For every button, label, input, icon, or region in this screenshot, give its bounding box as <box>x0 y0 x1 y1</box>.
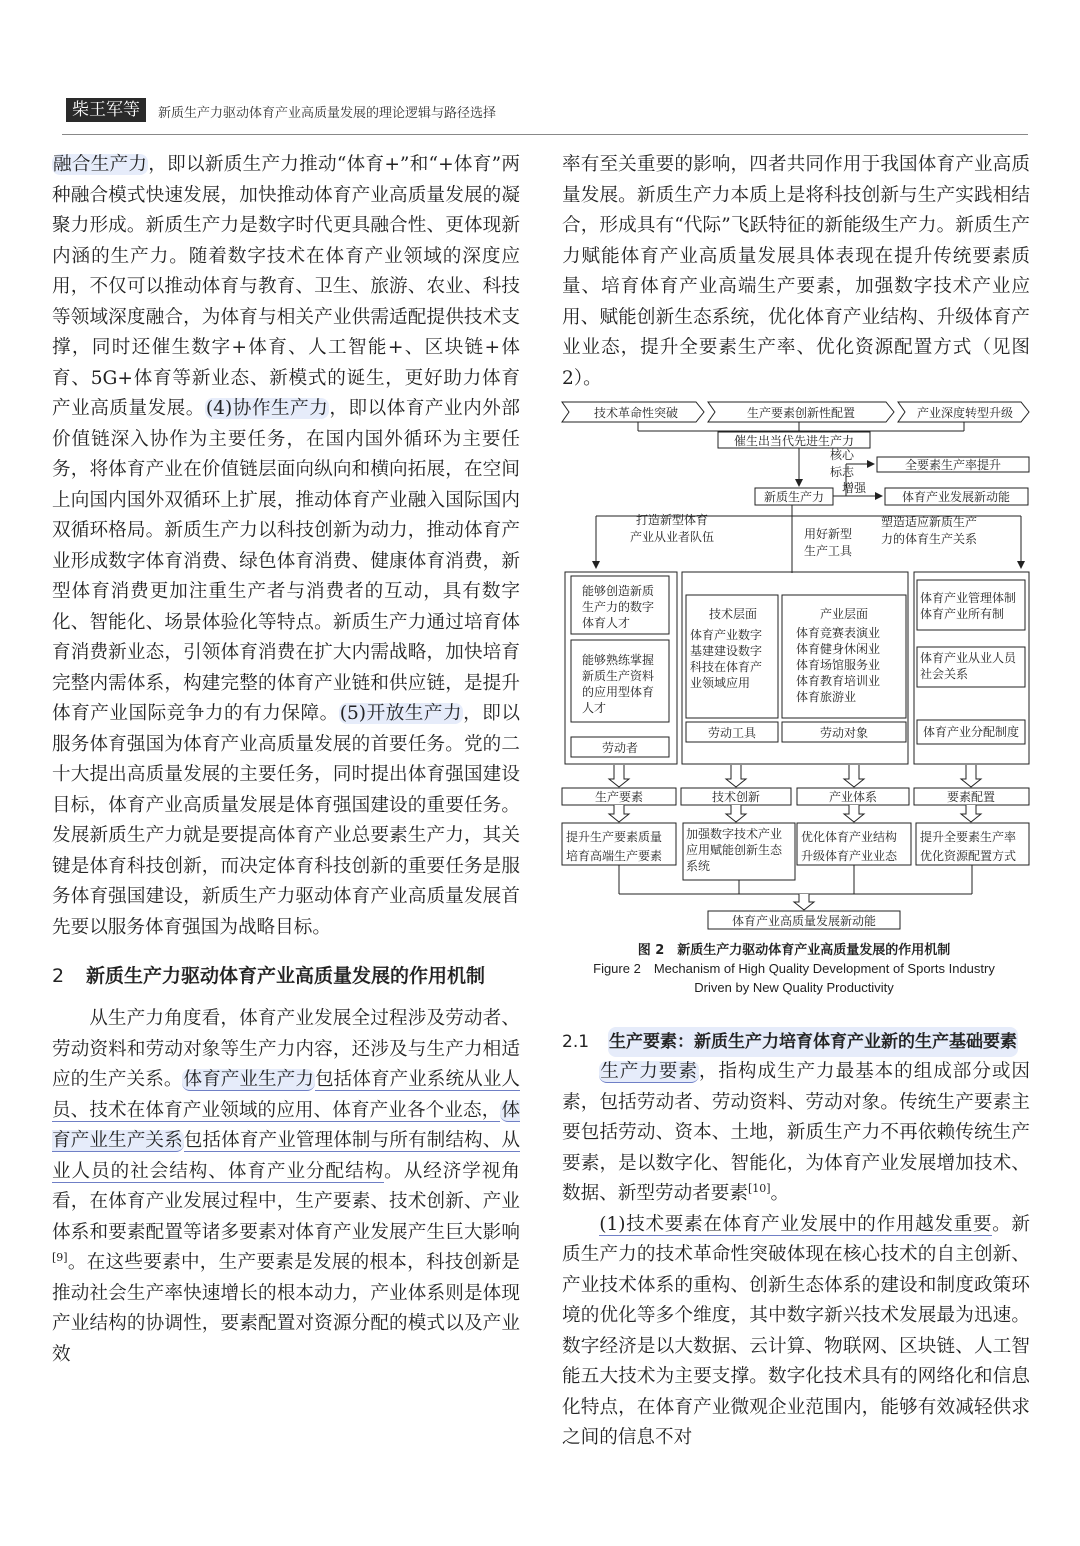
underlined-text: 包括体育产业管理体制与所有制结构、从业人员的社会结构、体育产业分配结构 <box>52 1130 520 1182</box>
bottom-box-line: 优化资源配置方式 <box>920 849 1017 863</box>
figure-caption-zh: 图 2 新质生产力驱动体育产业高质量发展的作用机制 <box>637 943 951 958</box>
underlined-text: (1)技术要素在体育产业发展中的作用越发重要 <box>599 1213 993 1235</box>
bottom-box-line: 升级体育产业业态 <box>801 849 898 863</box>
text: 。从经济学视角看，在体育产业发展过程中，生产要素、技术创新、产业体系和要素配置等诸多要素对体育产业发展产生巨大影响 <box>52 1160 520 1243</box>
bottom-box-line: 培育高端生产要素 <box>566 849 663 863</box>
citation: [9] <box>52 1250 68 1264</box>
highlight: 体育产业生产关系 <box>52 1099 520 1151</box>
xinzhi-label: 新质生产力 <box>763 490 825 504</box>
text: 从生产力角度看，体育产业发展全过程涉及劳动者、劳动资料和劳动对象等生产力内容，还涉及与生产力相适应的生产关系。 <box>52 1008 520 1090</box>
highlight: (5)开放生产力 <box>339 703 463 724</box>
highlight: (4)协作生产力 <box>205 398 329 419</box>
final-label: 体育产业高质量发展新动能 <box>731 914 877 928</box>
paragraph <box>52 150 520 943</box>
section-number: 2 <box>52 965 65 987</box>
cuisheng-label: 催生出当代先进生产力 <box>733 434 855 448</box>
bottom-box-line: 优化体育产业结构 <box>801 830 898 844</box>
text: 。 <box>770 1183 790 1204</box>
right-box3-label: 体育产业分配制度 <box>922 725 1020 739</box>
paragraph <box>562 1057 1030 1210</box>
highlight: 生产力要素 <box>600 1061 698 1082</box>
tech-line: 业领域应用 <box>690 676 751 690</box>
paragraph: 率有至关重要的影响，四者共同作用于我国体育产业高质量发展。新质生产力本质上是将科技创新与生产实践相结合，形成具有“代际”飞跃特征的新能级生产力。新质生产力赋能体育产业高质量发展具体表现在提升传统要素质量、培育体育产业高端生产要素，加强数字技术产业应用、赋能创新生态系统，优化体育产业结构、升级体育产业业态，提升全要素生产率、优化资源配置方式（见图2）。 <box>562 154 1030 389</box>
subsection-number: 2.1 <box>562 1032 590 1052</box>
citation: [10] <box>747 1181 771 1195</box>
bottom-box-line: 系统 <box>686 859 711 873</box>
ind-line: 体育健身休闲业 <box>796 642 881 656</box>
biaozhi-label: 标志 <box>829 465 855 479</box>
ind-title: 产业层面 <box>819 607 869 621</box>
left-box1-line: 体育人才 <box>582 616 631 630</box>
laodonggongju-label: 劳动工具 <box>707 726 757 740</box>
bottom-box-line: 提升全要素生产率 <box>920 830 1017 844</box>
text: ，即以新质生产力推动“体育+”和“+体育”两种融合模式快速发展，加快推动体育产业高质量发展的凝聚力形成。新质生产力是数字时代更具融合性、更体现新内涵的生产力。随着数字技术在体育产业领域的深度应用，不仅可以推动体育与教育、卫生、旅游、农业、科技等领域深度融合，为体育与相关产业供需适配提供技术支撑，同时还催生数字+体育、人工智能+、区块链+体育、5G+体育等新业态、新模式的诞生，更好助力体育产业高质量发展。 <box>52 154 520 419</box>
suzao-label: 塑造适应新质生产 <box>880 515 978 529</box>
caption-en-line: Driven by New Quality Productivity <box>694 980 894 995</box>
xindongneng-label: 体育产业发展新动能 <box>901 490 1011 504</box>
tech-line: 基建建设数字 <box>690 644 763 658</box>
top-label-2: 生产要素创新性配置 <box>746 406 856 420</box>
left-column <box>52 150 520 1370</box>
page-header <box>62 96 1028 136</box>
left-box1-line: 能够创造新质 <box>582 584 655 598</box>
top-label-3: 产业深度转型升级 <box>916 406 1014 420</box>
tech-line: 科技在体育产 <box>690 660 763 674</box>
section-heading <box>52 961 520 992</box>
mid-label: 产业体系 <box>828 790 878 804</box>
header-rule <box>62 134 1028 135</box>
bottom-box-line: 提升生产要素质量 <box>566 830 663 844</box>
mechanism-diagram <box>556 398 1032 938</box>
ind-line: 体育教育培训业 <box>796 674 881 688</box>
quanyaosu-label: 全要素生产率提升 <box>904 458 1002 472</box>
running-title: 新质生产力驱动体育产业高质量发展的理论逻辑与路径选择 <box>158 106 497 121</box>
right-box1-line: 体育产业管理体制 <box>920 591 1017 605</box>
underlined-text: 包括体育产业系统从业人员、技术在体育产业领域的应用、体育产业各个业态， <box>52 1069 520 1121</box>
right-box2-line: 体育产业从业人员 <box>920 651 1017 665</box>
left-box2-line: 的应用型体育 <box>582 685 655 699</box>
bottom-box-line: 应用赋能创新生态 <box>686 843 783 857</box>
text: ，即以服务体育强国为体育产业高质量发展的首要任务。党的二十大提出高质量发展的主要任务，同时提出体育强国建设目标，体育产业高质量发展是体育强国建设的重要任务。发展新质生产力就是要提高体育产业总要素生产力，其关键是体育科技创新，而决定体育科技创新的重要任务是服务体育强国建设，新质生产力驱动体育产业高质量发展首先要以服务体育强国为战略目标。 <box>52 703 520 938</box>
dazao-label: 产业从业者队伍 <box>629 530 715 544</box>
tech-line: 体育产业数字 <box>690 628 763 642</box>
subsection-heading <box>562 1027 1030 1057</box>
dazao-label: 打造新型体育 <box>635 513 709 527</box>
text: 。新质生产力的技术革命性突破体现在核心技术的自主创新、产业技术体系的重构、创新生态体系的建设和制度政策环境的优化等多个维度，其中数字新兴技术发展最为迅速。数字经济是以大数据、云计算、物联网、区块链、人工智能五大技术为主要支撑。数字化技术具有的网络化和信息化特点，在体育产业微观企业范围内，能够有效减轻供求之间的信息不对 <box>562 1213 1030 1448</box>
mid-label: 生产要素 <box>594 790 644 804</box>
highlight: 融合生产力 <box>53 154 148 175</box>
caption-en-line: Figure 2 Mechanism of High Quality Development of Sports Industry <box>593 961 995 976</box>
suzao-label: 力的体育生产关系 <box>880 532 978 546</box>
section-title: 新质生产力驱动体育产业高质量发展的作用机制 <box>86 965 486 987</box>
text: ，即以体育产业内外部价值链深入协作为主要任务，在国内国外循环为主要任务，将体育产业在价值链层面向纵向和横向拓展，在空间上向国内国外双循环上扩展，推动体育产业融入国际国内双循环格局。新质生产力以科技创新为动力，推动体育产业形成数字体育消费、绿色体育消费、健康体育消费，新型体育消费更加注重生产者与消费者的互动，具有数字化、智能化、场景体验化等特点。新质生产力通过培育体育消费新业态，引领体育消费在扩大内需战略，加快培育完整内需体系，构建完整的体育产业链和供应链，是提升体育产业国际竞争力的有力保障。 <box>52 398 520 724</box>
ind-line: 体育旅游业 <box>796 690 857 704</box>
left-box2-line: 人才 <box>582 701 607 715</box>
laodongzhe-label: 劳动者 <box>601 741 639 755</box>
hexin-label: 核心 <box>829 448 855 462</box>
ind-line: 体育场馆服务业 <box>796 658 881 672</box>
figure-caption-en <box>556 959 1032 997</box>
left-box2-line: 新质生产资料 <box>582 669 655 683</box>
text: 。在这些要素中，生产要素是发展的根本，科技创新是推动社会生产率快速增长的根本动力，产业体系则是体现产业结构的协调性，要素配置对资源分配的模式以及产业效 <box>52 1252 520 1365</box>
paragraph <box>52 1004 520 1370</box>
mid-label: 技术创新 <box>711 790 761 804</box>
right-box1-line: 体育产业所有制 <box>920 607 1005 621</box>
paragraph <box>562 1210 1030 1454</box>
tech-title: 技术层面 <box>708 607 758 621</box>
laodongduixiang-label: 劳动对象 <box>819 726 869 740</box>
author-tag: 柴王军等 <box>66 98 146 122</box>
yonghao-label: 生产工具 <box>803 544 853 558</box>
subsection-title: 生产要素：新质生产力培育体育产业新的生产基础要素 <box>608 1027 1018 1057</box>
figure-2 <box>556 398 1032 998</box>
text: ，指构成生产力最基本的组成部分或因素，包括劳动者、劳动资料、劳动对象。传统生产要素主要包括劳动、资本、土地，新质生产力不再依赖传统生产要素，是以数字化、智能化，为体育产业发展增加技术、数据、新型劳动者要素 <box>562 1061 1030 1204</box>
mid-label: 要素配置 <box>946 790 996 804</box>
highlight: 体育产业生产力 <box>183 1069 314 1090</box>
top-label-1: 技术革命性突破 <box>593 406 679 420</box>
left-box2-line: 能够熟练掌握 <box>582 653 655 667</box>
left-box1-line: 生产力的数字 <box>582 600 655 614</box>
zengqiang-label: 增强 <box>841 481 867 495</box>
bottom-box-line: 加强数字技术产业 <box>686 827 783 841</box>
ind-line: 体育竞赛表演业 <box>796 626 881 640</box>
yonghao-label: 用好新型 <box>803 527 853 541</box>
right-box2-line: 社会关系 <box>920 667 969 681</box>
